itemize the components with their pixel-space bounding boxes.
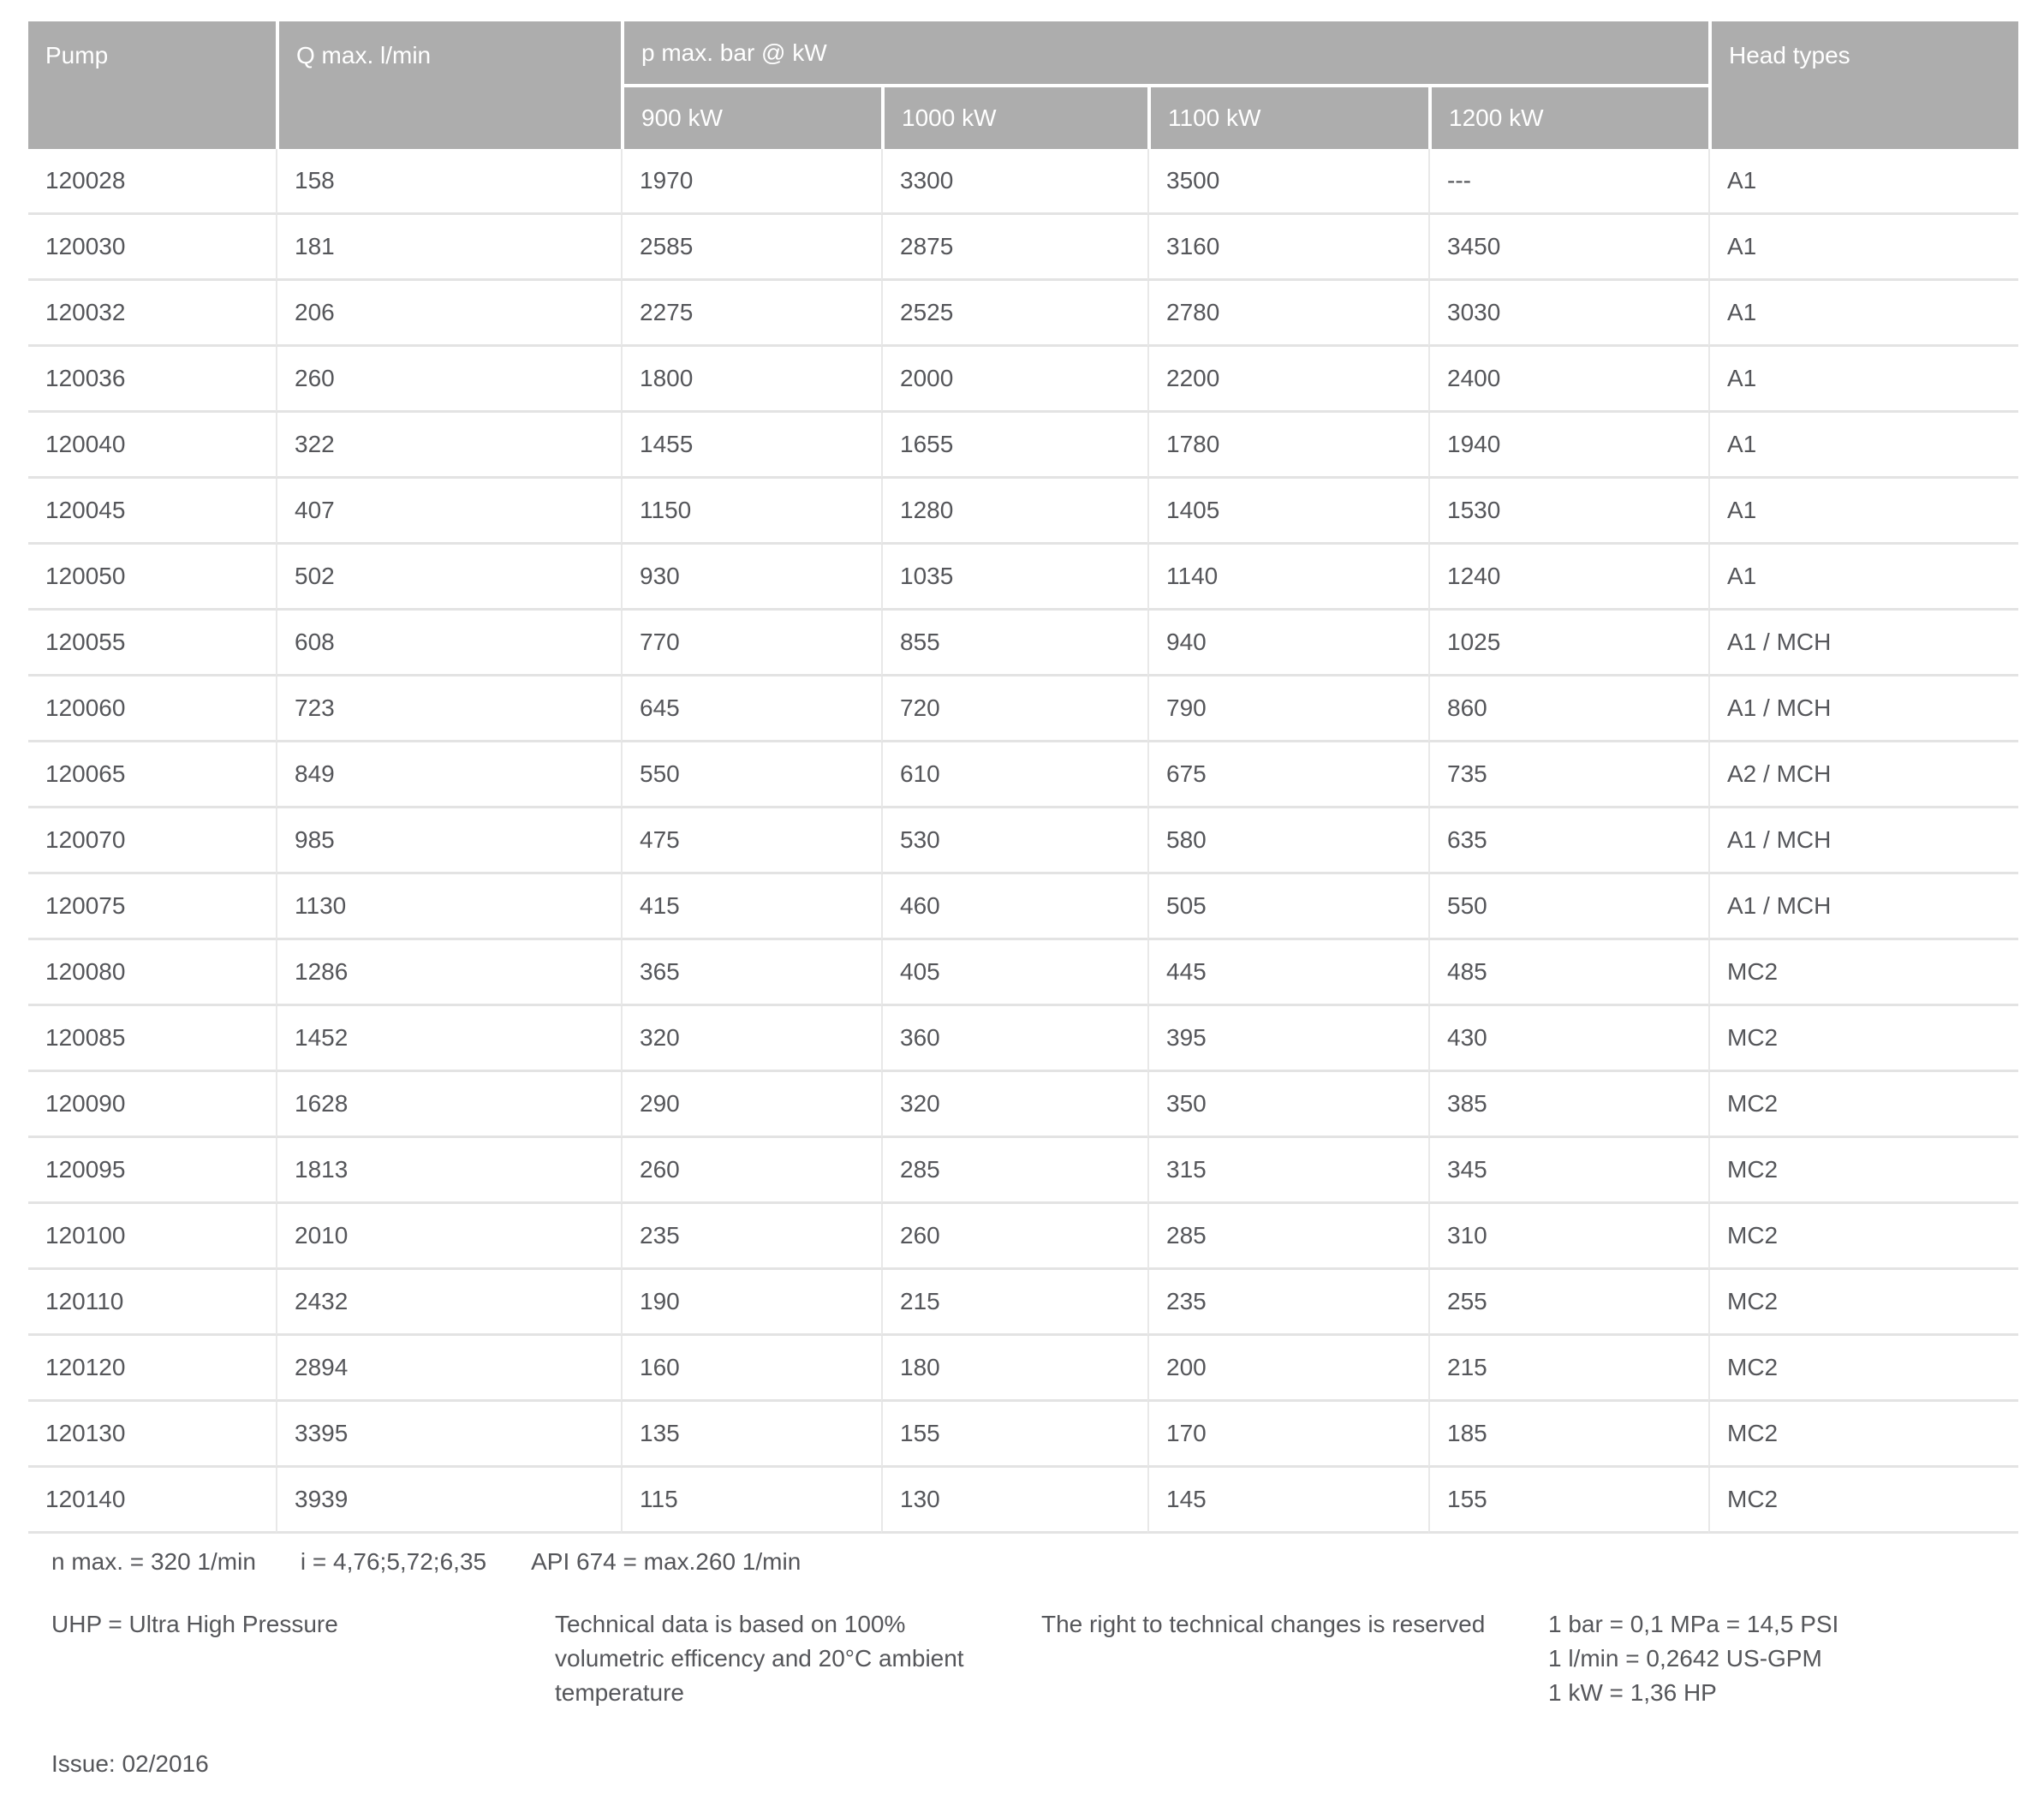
cell-p1100: 315 bbox=[1147, 1138, 1428, 1204]
table-row bbox=[28, 413, 2018, 479]
cell-p1100: 580 bbox=[1147, 808, 1428, 874]
cell-head: MC2 bbox=[1708, 1204, 2018, 1270]
table-row bbox=[28, 1204, 2018, 1270]
conversion-kw: 1 kW = 1,36 HP bbox=[1548, 1679, 1717, 1706]
footnote-technical: Technical data is based on 100% volumetric efficency and 20°C ambient temperature bbox=[555, 1611, 964, 1706]
cell-q_max: 322 bbox=[276, 413, 621, 479]
cell-head: A1 bbox=[1708, 413, 2018, 479]
cell-q_max: 1628 bbox=[276, 1072, 621, 1138]
cell-p1000: 130 bbox=[881, 1468, 1147, 1534]
cell-q_max: 2010 bbox=[276, 1204, 621, 1270]
cell-head: MC2 bbox=[1708, 940, 2018, 1006]
cell-p1000: 1280 bbox=[881, 479, 1147, 545]
cell-q_max: 3395 bbox=[276, 1402, 621, 1468]
table-row bbox=[28, 611, 2018, 676]
table-row bbox=[28, 1468, 2018, 1534]
cell-p1100: 1140 bbox=[1147, 545, 1428, 611]
cell-pump: 120040 bbox=[28, 413, 276, 479]
cell-p1000: 2875 bbox=[881, 215, 1147, 281]
cell-head: A1 / MCH bbox=[1708, 611, 2018, 676]
cell-q_max: 2432 bbox=[276, 1270, 621, 1336]
cell-p1100: 170 bbox=[1147, 1402, 1428, 1468]
cell-p1000: 1035 bbox=[881, 545, 1147, 611]
cell-head: A1 / MCH bbox=[1708, 874, 2018, 940]
cell-p1200: 635 bbox=[1428, 808, 1708, 874]
table-body bbox=[28, 149, 2018, 1534]
footnote-uhp: UHP = Ultra High Pressure bbox=[51, 1611, 338, 1637]
table-row bbox=[28, 676, 2018, 742]
cell-p900: 115 bbox=[621, 1468, 881, 1534]
table-row bbox=[28, 1270, 2018, 1336]
cell-q_max: 608 bbox=[276, 611, 621, 676]
column-header-1200kw: 1200 kW bbox=[1428, 87, 1708, 149]
cell-p900: 1455 bbox=[621, 413, 881, 479]
cell-q_max: 502 bbox=[276, 545, 621, 611]
cell-head: A1 / MCH bbox=[1708, 808, 2018, 874]
cell-p900: 415 bbox=[621, 874, 881, 940]
cell-q_max: 1813 bbox=[276, 1138, 621, 1204]
cell-q_max: 206 bbox=[276, 281, 621, 347]
cell-p1200: 255 bbox=[1428, 1270, 1708, 1336]
column-header-900kw: 900 kW bbox=[621, 87, 881, 149]
cell-pump: 120060 bbox=[28, 676, 276, 742]
cell-p1200: 385 bbox=[1428, 1072, 1708, 1138]
cell-p900: 290 bbox=[621, 1072, 881, 1138]
conversion-bar: 1 bar = 0,1 MPa = 14,5 PSI bbox=[1548, 1611, 1839, 1637]
cell-p900: 160 bbox=[621, 1336, 881, 1402]
table-row bbox=[28, 545, 2018, 611]
cell-p1200: 430 bbox=[1428, 1006, 1708, 1072]
pump-spec-table bbox=[28, 21, 2018, 1534]
cell-p1000: 3300 bbox=[881, 149, 1147, 215]
cell-p1100: 1405 bbox=[1147, 479, 1428, 545]
cell-p1000: 360 bbox=[881, 1006, 1147, 1072]
table-row bbox=[28, 281, 2018, 347]
cell-pump: 120090 bbox=[28, 1072, 276, 1138]
cell-p1000: 2000 bbox=[881, 347, 1147, 413]
cell-p1200: --- bbox=[1428, 149, 1708, 215]
cell-p900: 260 bbox=[621, 1138, 881, 1204]
cell-pump: 120085 bbox=[28, 1006, 276, 1072]
table-row bbox=[28, 808, 2018, 874]
cell-pump: 120032 bbox=[28, 281, 276, 347]
cell-p1000: 180 bbox=[881, 1336, 1147, 1402]
cell-p900: 930 bbox=[621, 545, 881, 611]
cell-p900: 2585 bbox=[621, 215, 881, 281]
cell-p900: 190 bbox=[621, 1270, 881, 1336]
cell-p1100: 235 bbox=[1147, 1270, 1428, 1336]
cell-p1200: 345 bbox=[1428, 1138, 1708, 1204]
cell-pump: 120095 bbox=[28, 1138, 276, 1204]
cell-p1200: 1025 bbox=[1428, 611, 1708, 676]
cell-pump: 120140 bbox=[28, 1468, 276, 1534]
table-row bbox=[28, 149, 2018, 215]
cell-pump: 120028 bbox=[28, 149, 276, 215]
cell-p1200: 2400 bbox=[1428, 347, 1708, 413]
column-header-1100kw: 1100 kW bbox=[1147, 87, 1428, 149]
cell-p1000: 260 bbox=[881, 1204, 1147, 1270]
cell-p900: 645 bbox=[621, 676, 881, 742]
cell-head: MC2 bbox=[1708, 1402, 2018, 1468]
cell-p1200: 3450 bbox=[1428, 215, 1708, 281]
cell-p1000: 2525 bbox=[881, 281, 1147, 347]
table-row bbox=[28, 347, 2018, 413]
table-row bbox=[28, 940, 2018, 1006]
cell-p900: 135 bbox=[621, 1402, 881, 1468]
table-row bbox=[28, 1336, 2018, 1402]
cell-p1200: 155 bbox=[1428, 1468, 1708, 1534]
cell-q_max: 2894 bbox=[276, 1336, 621, 1402]
cell-p1100: 445 bbox=[1147, 940, 1428, 1006]
cell-q_max: 1286 bbox=[276, 940, 621, 1006]
cell-pump: 120075 bbox=[28, 874, 276, 940]
cell-p1100: 395 bbox=[1147, 1006, 1428, 1072]
cell-p1200: 310 bbox=[1428, 1204, 1708, 1270]
cell-p1100: 2780 bbox=[1147, 281, 1428, 347]
footnote-n-max: n max. = 320 1/min bbox=[51, 1548, 256, 1575]
cell-pump: 120065 bbox=[28, 742, 276, 808]
cell-head: A2 / MCH bbox=[1708, 742, 2018, 808]
table-row bbox=[28, 1138, 2018, 1204]
cell-p900: 235 bbox=[621, 1204, 881, 1270]
footer-notes bbox=[28, 1607, 2018, 1714]
cell-pump: 120045 bbox=[28, 479, 276, 545]
cell-head: A1 bbox=[1708, 479, 2018, 545]
footnote-line bbox=[28, 1547, 2018, 1576]
column-header-1000kw: 1000 kW bbox=[881, 87, 1147, 149]
cell-p900: 1800 bbox=[621, 347, 881, 413]
cell-head: A1 bbox=[1708, 545, 2018, 611]
cell-pump: 120110 bbox=[28, 1270, 276, 1336]
cell-p1200: 1240 bbox=[1428, 545, 1708, 611]
cell-p1000: 155 bbox=[881, 1402, 1147, 1468]
cell-pump: 120036 bbox=[28, 347, 276, 413]
cell-p1100: 145 bbox=[1147, 1468, 1428, 1534]
cell-p1100: 940 bbox=[1147, 611, 1428, 676]
table-row bbox=[28, 742, 2018, 808]
cell-head: A1 bbox=[1708, 281, 2018, 347]
issue-label: Issue: 02/2016 bbox=[51, 1750, 209, 1777]
cell-pump: 120030 bbox=[28, 215, 276, 281]
cell-p1000: 720 bbox=[881, 676, 1147, 742]
table-header bbox=[28, 21, 2018, 149]
cell-p1000: 215 bbox=[881, 1270, 1147, 1336]
table-row bbox=[28, 874, 2018, 940]
cell-p900: 550 bbox=[621, 742, 881, 808]
cell-p1100: 790 bbox=[1147, 676, 1428, 742]
cell-head: MC2 bbox=[1708, 1072, 2018, 1138]
cell-p1100: 505 bbox=[1147, 874, 1428, 940]
column-header-qmax: Q max. l/min bbox=[276, 21, 621, 149]
column-header-pmax-group: p max. bar @ kW bbox=[621, 21, 1708, 87]
cell-p1000: 530 bbox=[881, 808, 1147, 874]
cell-p900: 1970 bbox=[621, 149, 881, 215]
cell-p1100: 350 bbox=[1147, 1072, 1428, 1138]
cell-p1200: 185 bbox=[1428, 1402, 1708, 1468]
cell-p1200: 735 bbox=[1428, 742, 1708, 808]
cell-p1000: 405 bbox=[881, 940, 1147, 1006]
cell-p1200: 3030 bbox=[1428, 281, 1708, 347]
cell-pump: 120120 bbox=[28, 1336, 276, 1402]
cell-q_max: 985 bbox=[276, 808, 621, 874]
cell-p900: 475 bbox=[621, 808, 881, 874]
cell-pump: 120070 bbox=[28, 808, 276, 874]
cell-head: MC2 bbox=[1708, 1468, 2018, 1534]
cell-p900: 320 bbox=[621, 1006, 881, 1072]
footnote-conversions bbox=[1548, 1607, 1838, 1710]
cell-head: MC2 bbox=[1708, 1336, 2018, 1402]
cell-q_max: 158 bbox=[276, 149, 621, 215]
table-row bbox=[28, 479, 2018, 545]
cell-p1100: 3500 bbox=[1147, 149, 1428, 215]
column-header-head-types: Head types bbox=[1708, 21, 2018, 149]
table-row bbox=[28, 1006, 2018, 1072]
table-row bbox=[28, 215, 2018, 281]
cell-p900: 770 bbox=[621, 611, 881, 676]
cell-p1200: 550 bbox=[1428, 874, 1708, 940]
cell-p1000: 285 bbox=[881, 1138, 1147, 1204]
footnote-ratio: i = 4,76;5,72;6,35 bbox=[300, 1548, 487, 1575]
cell-pump: 120130 bbox=[28, 1402, 276, 1468]
cell-pump: 120050 bbox=[28, 545, 276, 611]
cell-head: MC2 bbox=[1708, 1006, 2018, 1072]
cell-pump: 120055 bbox=[28, 611, 276, 676]
cell-q_max: 723 bbox=[276, 676, 621, 742]
cell-p1100: 1780 bbox=[1147, 413, 1428, 479]
cell-p1200: 1940 bbox=[1428, 413, 1708, 479]
column-header-pump: Pump bbox=[28, 21, 276, 149]
cell-head: A1 bbox=[1708, 149, 2018, 215]
cell-p1000: 1655 bbox=[881, 413, 1147, 479]
cell-p1000: 320 bbox=[881, 1072, 1147, 1138]
cell-p1200: 485 bbox=[1428, 940, 1708, 1006]
cell-head: A1 bbox=[1708, 347, 2018, 413]
cell-pump: 120100 bbox=[28, 1204, 276, 1270]
cell-p1100: 200 bbox=[1147, 1336, 1428, 1402]
cell-p1100: 285 bbox=[1147, 1204, 1428, 1270]
table-row bbox=[28, 1072, 2018, 1138]
cell-q_max: 181 bbox=[276, 215, 621, 281]
cell-p1200: 215 bbox=[1428, 1336, 1708, 1402]
cell-p900: 365 bbox=[621, 940, 881, 1006]
cell-p1000: 610 bbox=[881, 742, 1147, 808]
cell-head: MC2 bbox=[1708, 1138, 2018, 1204]
cell-p1000: 460 bbox=[881, 874, 1147, 940]
cell-head: A1 bbox=[1708, 215, 2018, 281]
footnote-rights: The right to technical changes is reserved bbox=[1041, 1611, 1486, 1637]
table-row bbox=[28, 1402, 2018, 1468]
footnote-api: API 674 = max.260 1/min bbox=[531, 1548, 802, 1575]
cell-head: MC2 bbox=[1708, 1270, 2018, 1336]
cell-q_max: 1130 bbox=[276, 874, 621, 940]
cell-p1200: 860 bbox=[1428, 676, 1708, 742]
cell-q_max: 3939 bbox=[276, 1468, 621, 1534]
cell-p1100: 675 bbox=[1147, 742, 1428, 808]
cell-q_max: 260 bbox=[276, 347, 621, 413]
conversion-lmin: 1 l/min = 0,2642 US-GPM bbox=[1548, 1645, 1822, 1672]
cell-p1000: 855 bbox=[881, 611, 1147, 676]
cell-head: A1 / MCH bbox=[1708, 676, 2018, 742]
cell-p900: 2275 bbox=[621, 281, 881, 347]
cell-p900: 1150 bbox=[621, 479, 881, 545]
cell-p1100: 2200 bbox=[1147, 347, 1428, 413]
cell-q_max: 849 bbox=[276, 742, 621, 808]
cell-pump: 120080 bbox=[28, 940, 276, 1006]
cell-p1200: 1530 bbox=[1428, 479, 1708, 545]
cell-p1100: 3160 bbox=[1147, 215, 1428, 281]
cell-q_max: 1452 bbox=[276, 1006, 621, 1072]
cell-q_max: 407 bbox=[276, 479, 621, 545]
